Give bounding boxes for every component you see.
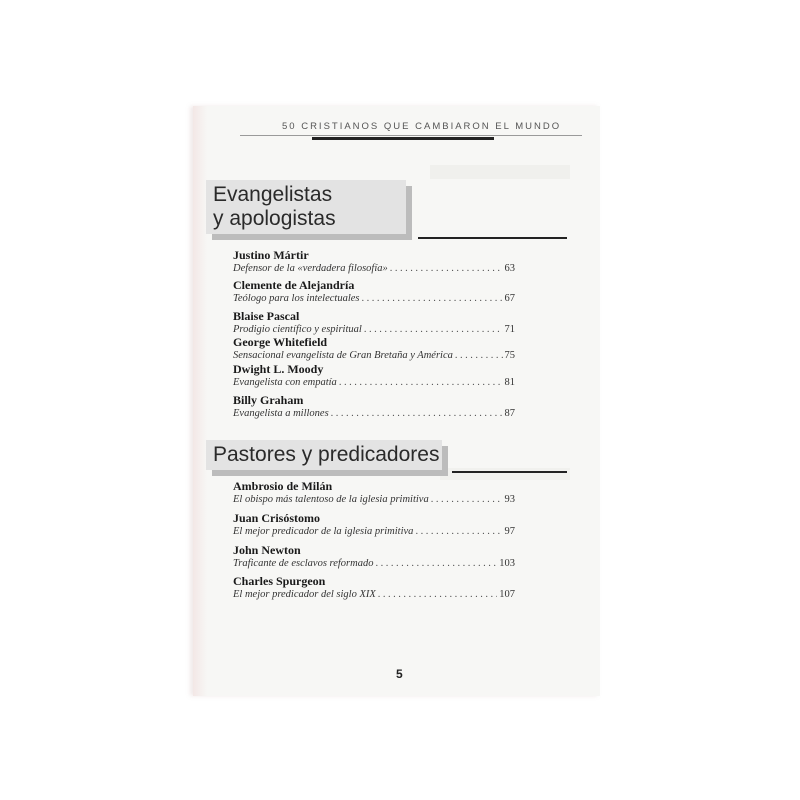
entry-description: El obispo más talentoso de la iglesia primitiva	[233, 494, 429, 505]
entry-page-number: 81	[504, 377, 515, 388]
entry-description: Traficante de esclavos reformado	[233, 558, 374, 569]
show-through-mark	[430, 165, 570, 179]
toc-entry[interactable]	[233, 248, 515, 276]
entry-name: John Newton	[233, 543, 301, 557]
section-title-pastores: Pastores y predicadores	[213, 443, 440, 466]
header-rule-thick	[312, 137, 494, 140]
section-rule	[452, 471, 567, 473]
toc-entry[interactable]	[233, 393, 515, 421]
entry-page-number: 75	[504, 350, 515, 361]
dot-leader	[375, 557, 497, 571]
entry-description: Sensacional evangelista de Gran Bretaña y América	[233, 350, 453, 361]
entry-description: El mejor predicador de la iglesia primitiva	[233, 526, 414, 537]
page-edge-shading	[193, 106, 207, 696]
toc-entry[interactable]	[233, 278, 515, 306]
entry-description: Evangelista con empatía	[233, 377, 337, 388]
section-title-evangelistas	[213, 183, 336, 231]
section-title-line: y apologistas	[213, 207, 336, 230]
dot-leader	[361, 292, 502, 306]
section-title-line: Evangelistas	[213, 183, 333, 206]
entry-page-number: 67	[504, 293, 515, 304]
entry-description: El mejor predicador del siglo XIX	[233, 589, 376, 600]
toc-entry[interactable]	[233, 362, 515, 390]
dot-leader	[390, 262, 503, 276]
entry-name: Juan Crisóstomo	[233, 511, 321, 525]
entry-description: Defensor de la «verdadera filosofía»	[233, 263, 388, 274]
entry-name: Clemente de Alejandría	[233, 278, 355, 292]
toc-entry[interactable]	[233, 574, 515, 602]
entry-page-number: 97	[504, 526, 515, 537]
entry-page-number: 103	[499, 558, 515, 569]
entry-page-number: 71	[504, 324, 515, 335]
entry-description: Prodigio científico y espiritual	[233, 324, 362, 335]
header-rule-thin	[240, 135, 582, 136]
entry-name: Ambrosio de Milán	[233, 479, 333, 493]
dot-leader	[431, 493, 503, 507]
entry-page-number: 93	[504, 494, 515, 505]
entry-page-number: 87	[504, 408, 515, 419]
toc-entry[interactable]	[233, 543, 515, 571]
dot-leader	[415, 525, 502, 539]
dot-leader	[378, 588, 497, 602]
page-number: 5	[396, 667, 403, 681]
toc-entry[interactable]	[233, 309, 515, 337]
toc-entry[interactable]	[233, 479, 515, 507]
entry-page-number: 107	[499, 589, 515, 600]
dot-leader	[339, 376, 503, 390]
entry-name: Charles Spurgeon	[233, 574, 326, 588]
entry-name: Blaise Pascal	[233, 309, 300, 323]
toc-entry[interactable]	[233, 511, 515, 539]
entry-name: Billy Graham	[233, 393, 304, 407]
entry-description: Teólogo para los intelectuales	[233, 293, 360, 304]
entry-page-number: 63	[504, 263, 515, 274]
entry-name: George Whitefield	[233, 335, 328, 349]
running-head: 50 CRISTIANOS QUE CAMBIARON EL MUNDO	[282, 121, 562, 132]
toc-entry[interactable]	[233, 335, 515, 363]
section-rule	[418, 237, 567, 239]
entry-name: Justino Mártir	[233, 248, 309, 262]
dot-leader	[455, 349, 503, 363]
entry-name: Dwight L. Moody	[233, 362, 324, 376]
dot-leader	[331, 407, 503, 421]
entry-description: Evangelista a millones	[233, 408, 329, 419]
